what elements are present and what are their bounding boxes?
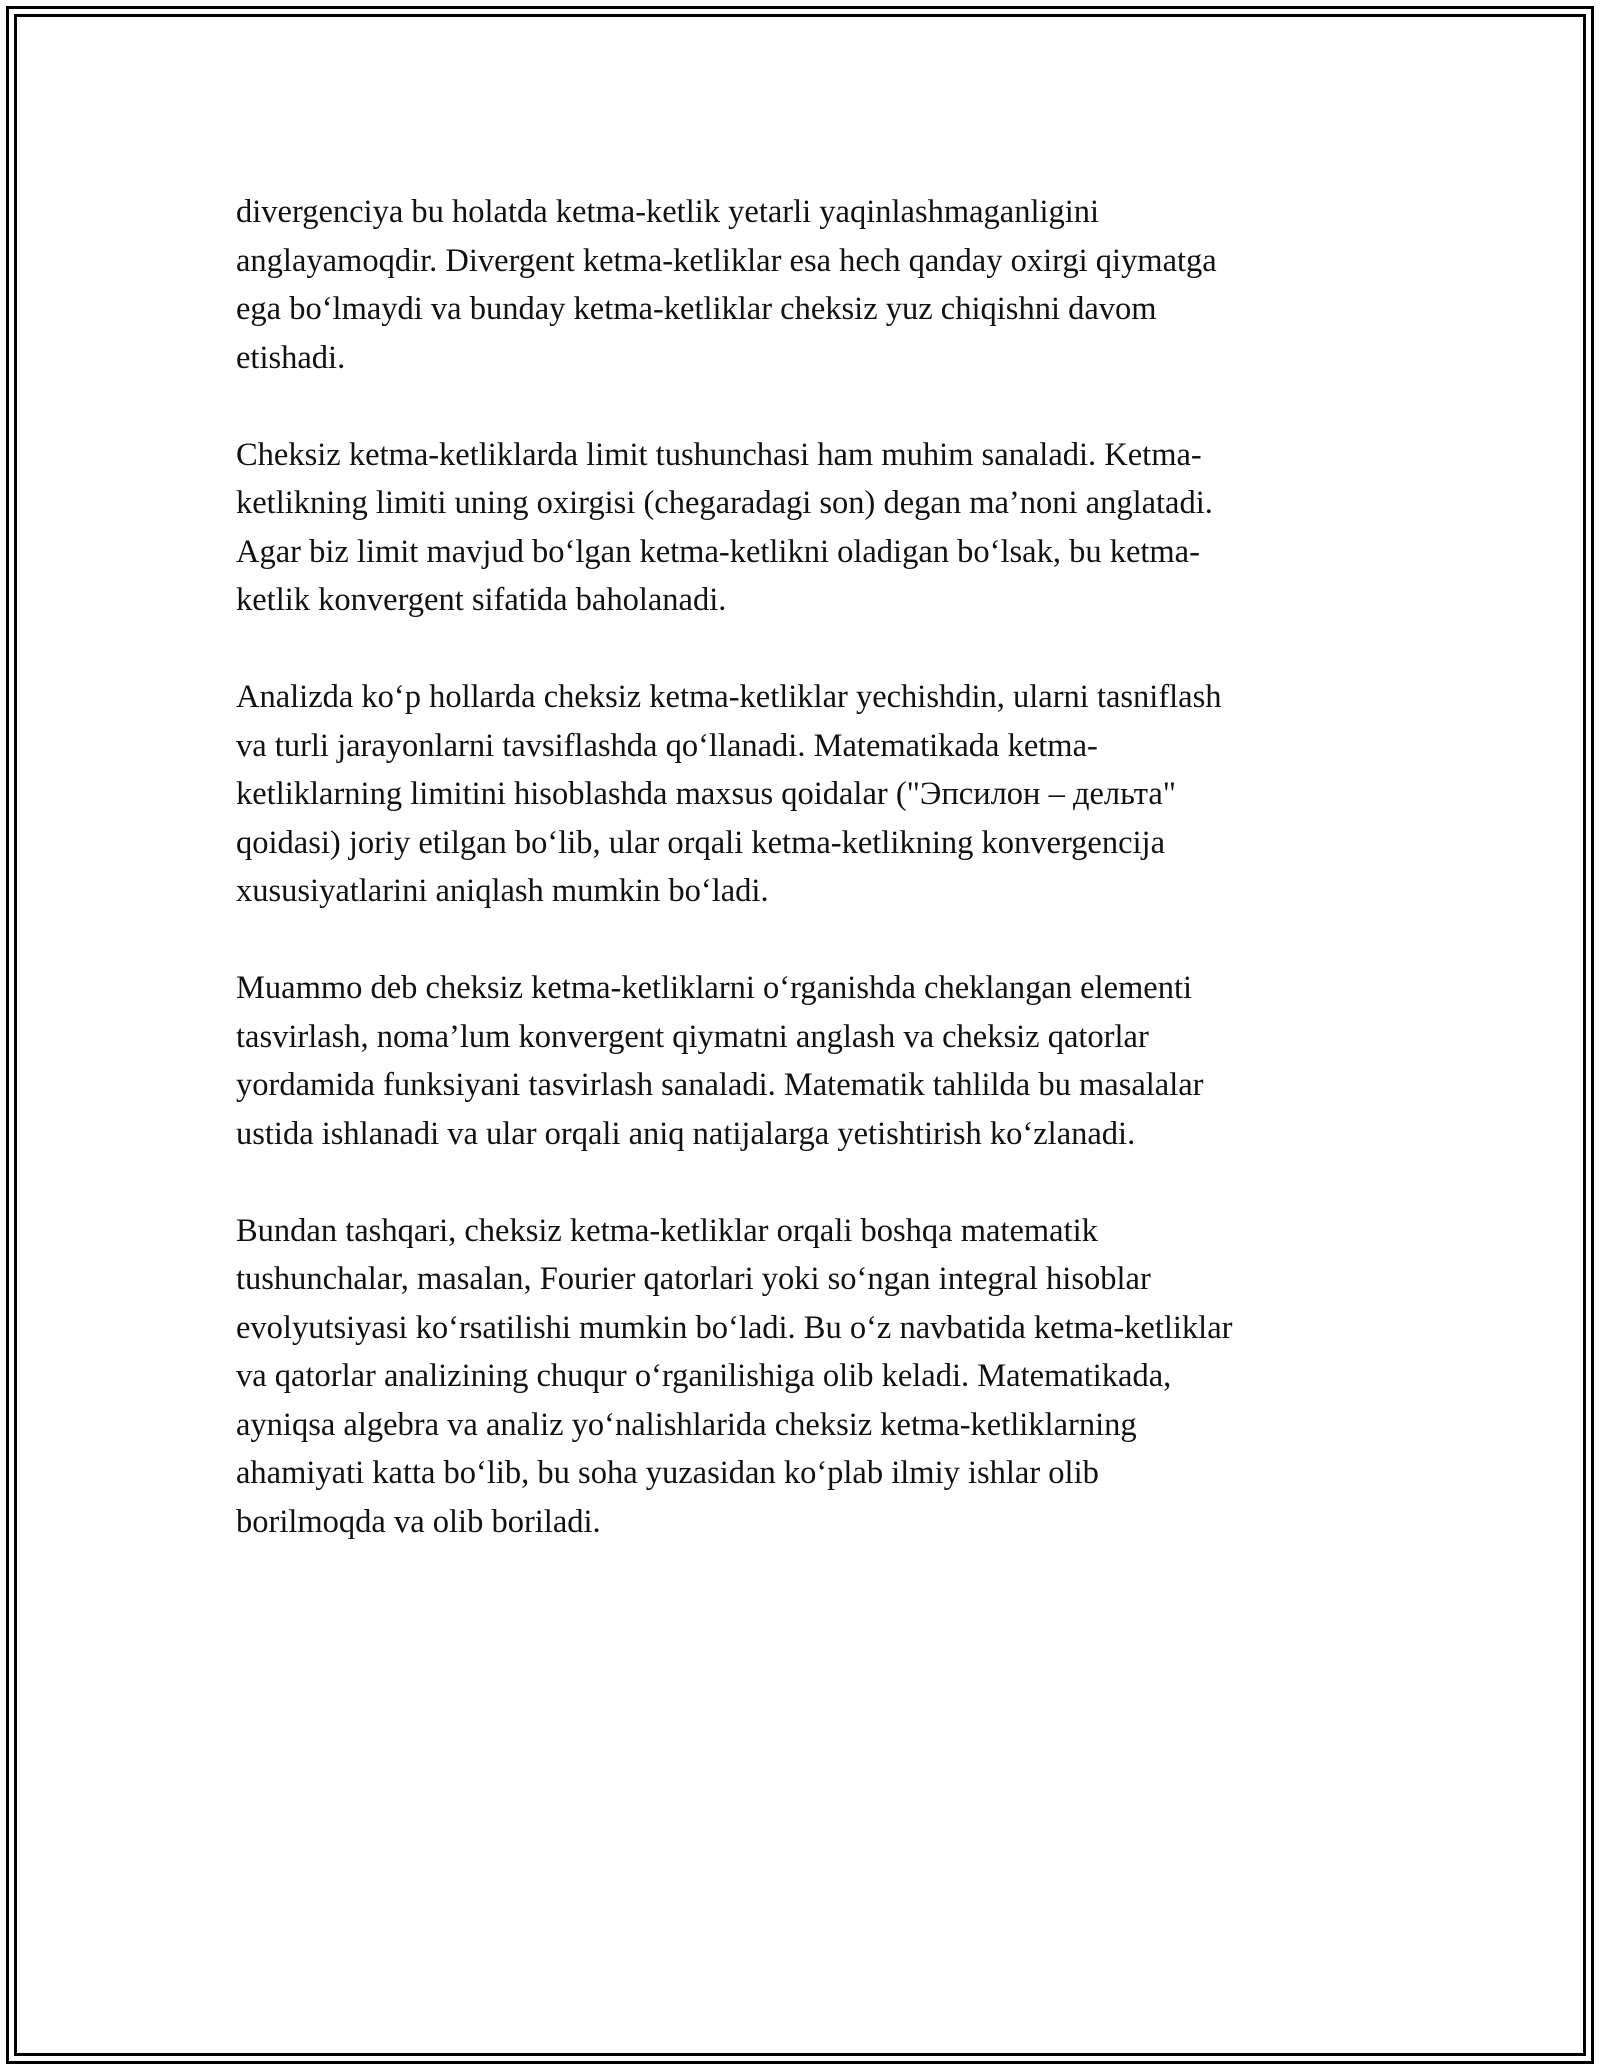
paragraph-line: anglayamoqdir. Divergent ketma-ketliklar esa hech qanday oxirgi qiymatga [236,242,1217,279]
paragraph-line: evolyutsiyasi ko‘rsatilishi mumkin bo‘ladi. Bu o‘z navbatida ketma-ketliklar [236,1309,1233,1346]
paragraph-line: etishadi. [236,339,346,376]
paragraph-line: va turli jarayonlarni tavsiflashda qo‘llanadi. Matematikada ketma- [236,727,1098,764]
paragraph-line: ayniqsa algebra va analiz yo‘nalishlarida cheksiz ketma-ketliklarning [236,1406,1137,1443]
paragraph-line: ustida ishlanadi va ular orqali aniq natijalarga yetishtirish ko‘zlanadi. [236,1115,1136,1152]
paragraph-line: Bundan tashqari, cheksiz ketma-ketliklar orqali boshqa matematik [236,1212,1098,1249]
paragraph-line: xususiyatlarini aniqlash mumkin bo‘ladi. [236,873,769,909]
paragraph-line: ketliklarning limitini hisoblashda maxsus qoidalar ("Эпсилон – дельта" [236,776,1177,812]
paragraph-line: yordamida funksiyani tasvirlash sanaladi. Matematik tahlilda bu masalalar [236,1067,1204,1103]
paragraph-line: va qatorlar analizining chuqur o‘rganilishiga olib keladi. Matematikada, [236,1358,1172,1394]
paragraph-2 [236,431,1366,625]
paragraph-line: Cheksiz ketma-ketliklarda limit tushunchasi ham muhim sanaladi. Ketma- [236,436,1202,473]
paragraph-line: borilmoqda va olib boriladi. [236,1503,601,1540]
paragraph-3 [236,673,1366,916]
document-body [236,188,1366,1595]
paragraph-line: ketlikning limiti uning oxirgisi (chegaradagi son) degan ma’noni anglatadi. [236,485,1213,521]
paragraph-4 [236,964,1366,1158]
paragraph-line: ega bo‘lmaydi va bunday ketma-ketliklar cheksiz yuz chiqishni davom [236,291,1157,327]
paragraph-line: tasvirlash, noma’lum konvergent qiymatni anglash va cheksiz qatorlar [236,1018,1149,1055]
paragraph-line: Muammo deb cheksiz ketma-ketliklarni o‘rganishda cheklangan elementi [236,970,1193,1006]
paragraph-line: tushunchalar, masalan, Fourier qatorlari yoki so‘ngan integral hisoblar [236,1261,1151,1297]
paragraph-line: ketlik konvergent sifatida baholanadi. [236,582,727,618]
paragraph-line: Analizda ko‘p hollarda cheksiz ketma-ketliklar yechishdin, ularni tasniflash [236,679,1222,715]
paragraph-1 [236,188,1366,382]
paragraph-5 [236,1207,1366,1547]
paragraph-line: divergenciya bu holatda ketma-ketlik yetarli yaqinlashmaganligini [236,194,1100,230]
paragraph-line: qoidasi) joriy etilgan bo‘lib, ular orqali ketma-ketlikning konvergencija [236,824,1166,861]
paragraph-line: ahamiyati katta bo‘lib, bu soha yuzasidan ko‘plab ilmiy ishlar olib [236,1455,1099,1491]
paragraph-line: Agar biz limit mavjud bo‘lgan ketma-ketlikni oladigan bo‘lsak, bu ketma- [236,533,1200,570]
